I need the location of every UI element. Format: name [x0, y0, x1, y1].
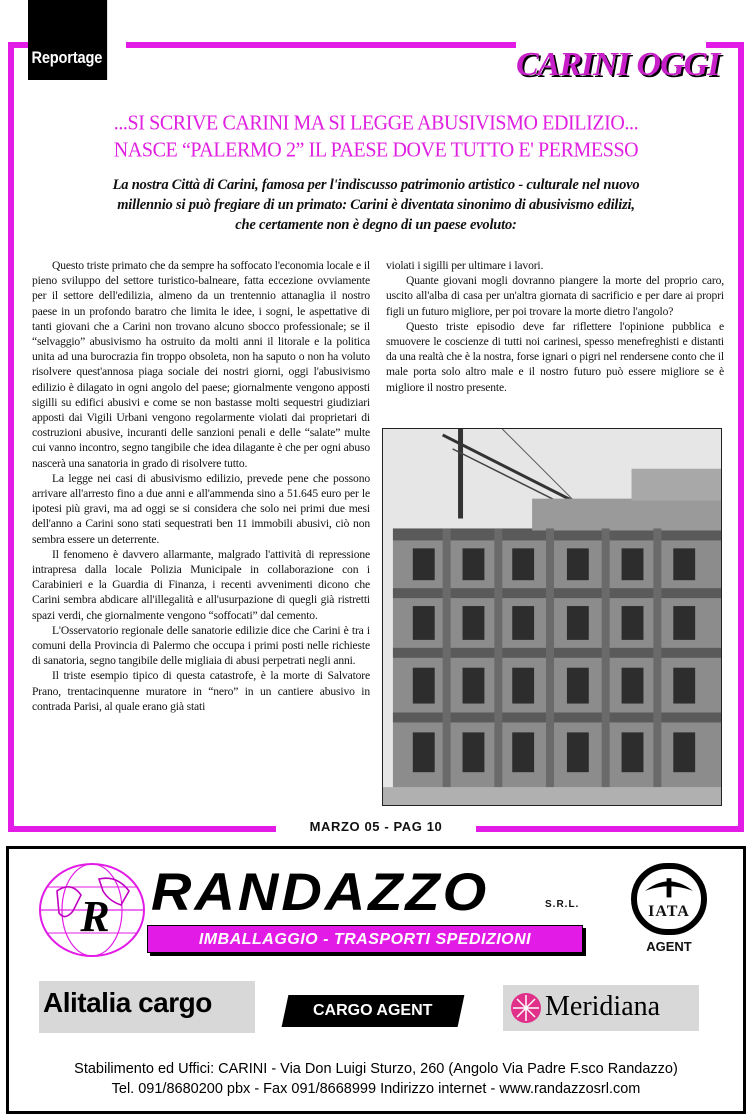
- article-paragraph: Il triste esempio tipico di questa catastrofe, è la morte di Salvatore Prano, trentacinquenne muratore in “nero” in un cantiere abusivo in contrada Parisi, al quale erano già stati: [32, 669, 370, 713]
- headline-line-2: NASCE “PALERMO 2” IL PAESE DOVE TUTTO E' PERMESSO: [113, 138, 639, 162]
- alitalia-cargo-text: Alitalia cargo: [43, 987, 212, 1018]
- alitalia-cargo-logo: [39, 981, 255, 1033]
- article-paragraph: Quante giovani mogli dovranno piangere la morte del proprio caro, uscito all'alba di casa per un'altra giornata di sacrificio e per dare ai propri figli un futuro migliore, per poi trovare la morte dietro l'angolo?: [386, 274, 724, 318]
- headline-line-1: ...SI SCRIVE CARINI MA SI LEGGE ABUSIVISMO EDILIZIO...: [113, 111, 639, 135]
- services-banner: IMBALLAGGIO - TRASPORTI SPEDIZIONI: [147, 925, 583, 953]
- iata-logo-icon: [631, 863, 707, 935]
- iata-wing-icon: [643, 875, 695, 899]
- article-paragraph: Il fenomeno è davvero allarmante, malgrado l'attività di repressione intrapresa dalla locale Polizia Municipale in collaborazione con i Carabinieri e la Guardia di Finanza, i recenti avvenimenti dicono che Carini sembra abdicare all'illegalità e all'usurpazione di quegli già ristretti spazi verdi, che giornalmente vengono “soffocati” dal cemento.: [32, 547, 370, 622]
- iata-badge: [625, 863, 713, 963]
- frame-top-left: [8, 42, 28, 48]
- cargo-agent-text: CARGO AGENT: [313, 1002, 433, 1019]
- intro-line-3: che certamente non è degno di un paese evoluto:: [235, 217, 517, 233]
- page-footer-date: MARZO 05 - PAG 10: [276, 818, 476, 836]
- article-column-right: [386, 258, 724, 395]
- brand-name: RANDAZZO: [151, 861, 490, 922]
- article-paragraph: Questo triste primato che da sempre ha soffocato l'economia locale e il pieno sviluppo del settore turistico-balneare, fatta eccezione ovviamente per il settore dell'edilizia, almeno da un trentennio attanaglia il nostro paese in un profondo baratro che limita le idee, i sogni, le aspettative di tanti giovani che a Carini non trovano alcuno sbocco professionale; se il “selvaggio” abusivismo ha ostruito da molti anni il litorale e la politica unita ad una burocrazia fin troppo obsoleta, non ha saputo o non ha voluto risolvere quest'annosa piaga sociale dei nostri giorni, oggi l'abusivismo edilizio è dilagato in ogni angolo del paese; giornalmente vengono apposti sigilli su edifici abusivi e come se non bastasse molti sequestri giudiziari apposti dai Vigili Urbani vengono regolarmente violati dai proprietari di costruzioni abusive, incuranti delle sanzioni penali e delle “salate” multe cui vanno incontro, segno tangibile che idea dilagante è che per ogni abuso nascerà una sanatoria in grado di risolvere tutto.: [32, 259, 370, 470]
- intro-line-1: La nostra Città di Carini, famosa per l'indiscusso patrimonio artistico - culturale nel nuovo: [112, 177, 640, 193]
- iata-agent-label: AGENT: [646, 939, 692, 954]
- meridiana-text: Meridiana: [545, 991, 661, 1022]
- article-paragraph: L'Osservatorio regionale delle sanatorie edilizie dice che Carini è tra i comuni della Provincia di Palermo che occupa i primi posti nelle richieste di sanatoria, segno tangibile delle migliaia di abusi perpetrati negli anni.: [32, 623, 370, 668]
- company-contacts: Tel. 091/8680200 pbx - Fax 091/8668999 Indirizzo internet - www.randazzosrl.com: [111, 1081, 641, 1097]
- section-tag: Reportage: [28, 0, 107, 80]
- article-column-left: [32, 258, 370, 714]
- magazine-masthead: CARINI OGGI: [516, 46, 720, 83]
- building-illustration: [383, 429, 721, 805]
- article-intro: [40, 175, 712, 235]
- article-paragraph: La legge nei casi di abusivismo edilizio, prevede pene che possono arrivare all'arresto fino a due anni e all'ammenda sino a 51.645 euro per le ipotesi più gravi, ma ad oggi se si considera che solo nei primi due mesi dell'anno a Carini sono stati sequestrati ben 11 immobili abusivi, ciò non sembra essere un deterrente.: [32, 471, 370, 546]
- globe-logo-icon: [37, 861, 147, 959]
- meridiana-logo: [503, 985, 699, 1031]
- meridiana-flower-icon: [509, 991, 543, 1025]
- logo-letter: R: [80, 892, 110, 941]
- construction-site-photo: [382, 428, 722, 806]
- company-address: Stabilimento ed Uffici: CARINI - Via Don Luigi Sturzo, 260 (Angolo Via Padre F.sco Randazzo): [74, 1061, 678, 1077]
- intro-line-2: millennio si può fregiare di un primato: Carini è diventata sinonimo di abusivismo edilizi,: [117, 197, 635, 213]
- brand-srl: S.R.L.: [545, 899, 580, 910]
- article-headline: [40, 110, 712, 164]
- article-paragraph-continued: violati i sigilli per ultimare i lavori.: [386, 259, 544, 272]
- article-paragraph: Questo triste episodio deve far riflettere l'opinione pubblica e smuovere le coscienze di tutti noi carinesi, spesso menefreghisti e distanti da una realtà che è la nostra, forse ignari o pigri nel rendersene conto che il male porta solo altro male e il nostro futuro può essere migliore se è migliore il nostro presente.: [386, 319, 724, 394]
- iata-label: IATA: [648, 903, 690, 920]
- frame-top-middle: [126, 42, 516, 48]
- randazzo-advertisement: [6, 846, 746, 1114]
- cargo-agent-badge: [282, 995, 465, 1027]
